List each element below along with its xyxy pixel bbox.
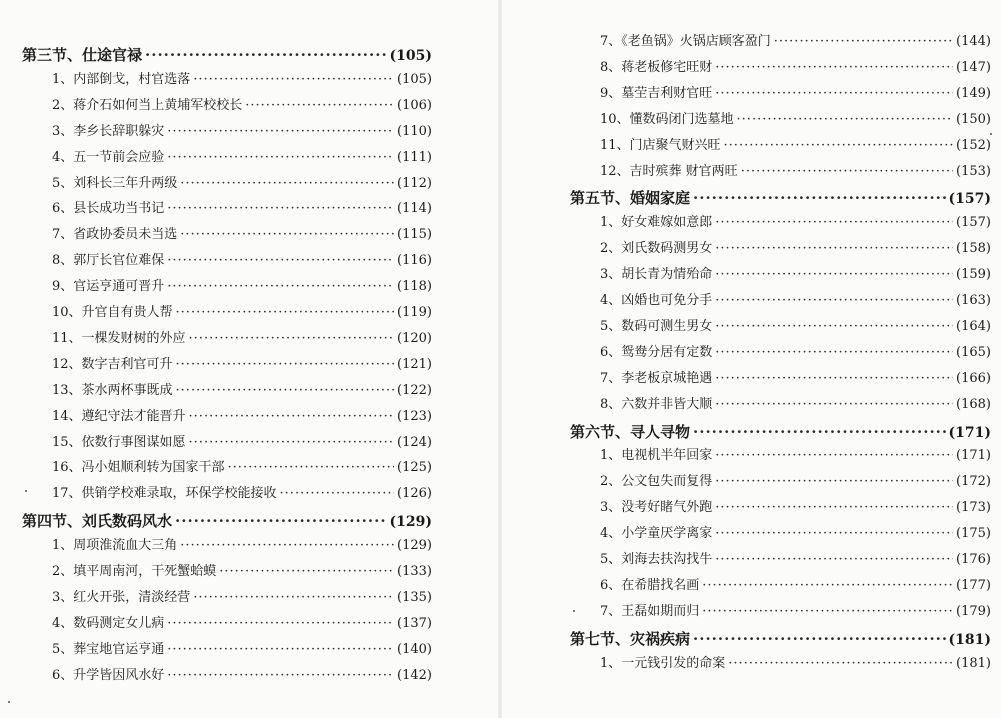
dot-leader <box>189 434 394 452</box>
entry-title: 1、好女难嫁如意郎 <box>600 215 713 231</box>
toc-entry <box>600 85 991 103</box>
toc-entry <box>52 434 432 452</box>
dot-leader <box>715 240 953 258</box>
dot-leader <box>228 459 394 477</box>
dot-leader <box>219 563 394 581</box>
toc-entry <box>600 292 991 310</box>
page-number: (181) <box>956 655 991 671</box>
page-number: (111) <box>397 149 432 165</box>
dot-leader <box>702 577 953 595</box>
toc-entry <box>52 226 432 244</box>
left-page <box>0 0 500 718</box>
toc-entry <box>600 266 991 284</box>
dot-leader <box>715 499 953 517</box>
entry-title: 5、刘海去扶沟找牛 <box>600 552 713 567</box>
section-heading <box>570 422 991 443</box>
page-number: (106) <box>397 97 432 113</box>
entry-title: 8、蒋老板修宅旺财 <box>600 59 713 75</box>
dot-leader <box>737 111 953 129</box>
page-number: (114) <box>397 201 432 217</box>
dot-leader <box>715 85 953 103</box>
page-number: (129) <box>389 514 432 531</box>
dot-leader <box>176 304 394 322</box>
toc-entry <box>52 537 432 555</box>
entry-title: 11、一棵发财树的外应 <box>52 330 186 346</box>
section-title: 第六节、寻人寻物 <box>570 422 691 441</box>
entry-title: 7、《老鱼锅》火锅店顾客盈门 <box>600 34 771 49</box>
page-number: (120) <box>397 330 432 346</box>
page-number: (181) <box>948 631 991 648</box>
toc-entry <box>52 200 432 218</box>
entry-title: 9、官运亨通可晋升 <box>52 279 165 295</box>
section-title: 第三节、仕途官禄 <box>22 46 143 64</box>
page-number: (126) <box>397 486 432 502</box>
page-number: (157) <box>956 215 991 231</box>
dot-leader <box>167 252 394 270</box>
scan-speck <box>25 490 27 492</box>
page-number: (177) <box>956 577 991 593</box>
page-number: (179) <box>956 603 991 619</box>
dot-leader <box>715 551 953 569</box>
entry-title: 1、一元钱引发的命案 <box>600 655 726 671</box>
page-number: (118) <box>397 279 432 295</box>
entry-title: 4、小学童厌学离家 <box>600 526 713 542</box>
toc-entry <box>600 499 991 517</box>
entry-title: 4、数码测定女儿病 <box>52 615 165 631</box>
entry-title: 12、吉时殡葬 财官两旺 <box>600 163 738 179</box>
dot-leader <box>715 318 953 336</box>
page-number: (147) <box>956 59 991 75</box>
scan-speck <box>990 133 992 135</box>
page-number: (164) <box>956 318 991 334</box>
page-number: (125) <box>397 460 432 476</box>
toc-entry <box>600 33 991 51</box>
dot-leader <box>280 485 394 503</box>
page-number: (157) <box>948 191 991 208</box>
toc-entry <box>52 252 432 270</box>
entry-title: 13、茶水两杯事既成 <box>52 382 173 398</box>
page-number: (176) <box>956 552 991 567</box>
entry-title: 3、胡长青为情殆命 <box>600 267 713 283</box>
toc-entry <box>600 111 991 129</box>
entry-title: 7、省政协委员未当选 <box>52 227 178 243</box>
entry-title: 6、鸳鸯分居有定数 <box>600 344 713 360</box>
page-number: (142) <box>397 667 432 683</box>
toc-entry <box>600 344 991 362</box>
page-number: (166) <box>956 370 991 386</box>
entry-title: 1、内部倒戈，村官选落 <box>52 71 191 87</box>
entry-title: 7、李老板京城艳遇 <box>600 370 713 386</box>
dot-leader <box>167 615 394 633</box>
section-heading <box>570 629 991 650</box>
entry-title: 4、凶婚也可免分手 <box>600 293 713 308</box>
toc-entry <box>52 667 432 685</box>
page-number: (115) <box>397 227 432 243</box>
page-number: (153) <box>956 163 991 179</box>
entry-title: 4、五一节前会应验 <box>52 149 165 165</box>
page-number: (122) <box>397 382 432 398</box>
page-number: (105) <box>389 48 432 64</box>
dot-leader <box>167 123 394 141</box>
toc-entry <box>600 551 991 569</box>
page-number: (123) <box>397 408 432 424</box>
page-number: (171) <box>956 448 991 464</box>
toc-entry <box>600 214 991 232</box>
page-number: (121) <box>397 356 432 372</box>
dot-leader <box>180 226 394 244</box>
page-number: (152) <box>956 137 991 153</box>
entry-title: 15、依数行事图谋如愿 <box>52 434 186 450</box>
dot-leader <box>167 641 394 659</box>
toc-entry <box>52 589 432 607</box>
dot-leader <box>189 408 394 426</box>
entry-title: 3、没考好睹气外跑 <box>600 500 713 516</box>
page-number: (168) <box>956 396 991 412</box>
page-number: (173) <box>956 500 991 516</box>
page-number: (112) <box>397 175 432 191</box>
page-number: (172) <box>956 474 991 490</box>
toc-entry <box>52 615 432 633</box>
entry-title: 7、王磊如期而归 <box>600 603 700 619</box>
entry-title: 10、升官自有贵人帮 <box>52 305 173 320</box>
entry-title: 5、数码可测生男女 <box>600 318 713 334</box>
toc-entry <box>52 71 432 89</box>
dot-leader <box>693 188 946 208</box>
page-number: (150) <box>956 111 991 127</box>
toc-entry <box>600 318 991 336</box>
entry-title: 2、填平周南河，干死蟹蛤蟆 <box>52 564 217 579</box>
toc-entry <box>600 577 991 595</box>
entry-title: 2、蒋介石如何当上黄埔军校校长 <box>52 97 243 113</box>
section-title: 第四节、刘氏数码风水 <box>22 512 173 531</box>
entry-title: 6、升学皆因风水好 <box>52 667 165 683</box>
entry-title: 5、刘科长三年升两级 <box>52 175 178 191</box>
page-number: (105) <box>397 71 432 87</box>
toc-entry <box>52 278 432 296</box>
entry-title: 10、懂数码闭门选墓地 <box>600 111 734 127</box>
page-number: (110) <box>397 123 432 139</box>
toc-entry <box>600 163 991 181</box>
dot-leader <box>715 214 953 232</box>
toc-entry <box>52 175 432 193</box>
page-number: (133) <box>397 564 432 579</box>
right-page <box>500 0 1001 718</box>
page-number: (159) <box>956 267 991 283</box>
dot-leader <box>715 473 953 491</box>
dot-leader <box>702 603 953 621</box>
toc-entry <box>600 603 991 621</box>
dot-leader <box>715 370 953 388</box>
dot-leader <box>176 382 394 400</box>
dot-leader <box>715 59 953 77</box>
section-heading <box>570 188 991 209</box>
section-title: 第五节、婚姻家庭 <box>570 189 691 208</box>
dot-leader <box>715 344 953 362</box>
dot-leader <box>245 97 394 115</box>
entry-title: 17、供销学校难录取，环保学校能接收 <box>52 486 277 502</box>
dot-leader <box>193 589 394 607</box>
page-number: (116) <box>397 253 432 269</box>
page-number: (175) <box>956 526 991 542</box>
section-title: 第七节、灾祸疾病 <box>570 629 691 648</box>
entry-title: 1、电视机半年回家 <box>600 448 713 464</box>
dot-leader <box>180 175 394 193</box>
dot-leader <box>176 356 394 374</box>
entry-title: 12、数字吉利官可升 <box>52 356 173 372</box>
toc-entry <box>52 641 432 659</box>
toc-entry <box>52 123 432 141</box>
scan-speck <box>573 610 575 612</box>
entry-title: 6、县长成功当书记 <box>52 201 165 217</box>
toc-entry <box>52 459 432 477</box>
dot-leader <box>175 511 387 531</box>
dot-leader <box>189 330 394 348</box>
toc-entry <box>52 149 432 167</box>
dot-leader <box>167 149 394 167</box>
page-number: (171) <box>948 424 991 441</box>
dot-leader <box>193 71 394 89</box>
page-number: (129) <box>397 538 432 554</box>
toc-entry <box>52 304 432 322</box>
dot-leader <box>715 266 953 284</box>
page-number: (144) <box>956 34 991 49</box>
toc-entry <box>600 240 991 258</box>
page-number: (165) <box>956 344 991 360</box>
toc-entry <box>600 59 991 77</box>
entry-title: 2、刘氏数码测男女 <box>600 241 713 257</box>
dot-leader <box>167 200 394 218</box>
toc-entry <box>600 473 991 491</box>
toc-entry <box>52 330 432 348</box>
page-number: (135) <box>397 589 432 605</box>
entry-title: 9、墓茔吉利财官旺 <box>600 85 713 101</box>
entry-title: 8、郭厅长官位难保 <box>52 253 165 269</box>
toc-entry <box>600 137 991 155</box>
entry-title: 1、周项淮流血大三角 <box>52 538 178 554</box>
entry-title: 11、门店聚气财兴旺 <box>600 137 721 153</box>
page-number: (124) <box>397 434 432 450</box>
dot-leader <box>715 396 953 414</box>
page-number: (158) <box>956 241 991 257</box>
dot-leader <box>180 537 394 555</box>
dot-leader <box>145 45 387 65</box>
page-number: (137) <box>397 615 432 631</box>
toc-entry <box>52 408 432 426</box>
dot-leader <box>715 447 953 465</box>
dot-leader <box>715 292 953 310</box>
toc-entry <box>52 356 432 374</box>
dot-leader <box>167 667 394 685</box>
entry-title: 16、冯小姐顺利转为国家干部 <box>52 460 225 476</box>
entry-title: 14、遵纪守法才能晋升 <box>52 408 186 424</box>
page-number: (119) <box>397 305 432 320</box>
dot-leader <box>715 525 953 543</box>
entry-title: 2、公文包失而复得 <box>600 474 713 490</box>
dot-leader <box>741 163 953 181</box>
entry-title: 5、葬宝地官运亨通 <box>52 641 165 657</box>
entry-title: 3、李乡长辞职躲灾 <box>52 123 165 139</box>
toc-entry <box>52 382 432 400</box>
scan-speck <box>8 701 10 703</box>
entry-title: 8、六数并非皆大顺 <box>600 396 713 412</box>
toc-entry <box>52 485 432 503</box>
dot-leader <box>167 278 394 296</box>
page-number: (140) <box>397 641 432 657</box>
section-heading <box>22 45 432 66</box>
toc-entry <box>600 396 991 414</box>
dot-leader <box>774 33 953 51</box>
page-number: (163) <box>956 293 991 308</box>
dot-leader <box>728 655 953 673</box>
dot-leader <box>724 137 953 155</box>
toc-entry <box>52 97 432 115</box>
toc-entry <box>52 563 432 581</box>
toc-entry <box>600 447 991 465</box>
section-heading <box>22 511 432 532</box>
dot-leader <box>693 422 946 442</box>
toc-entry <box>600 655 991 673</box>
entry-title: 3、红火开张，清淡经营 <box>52 589 191 605</box>
entry-title: 6、在希腊找名画 <box>600 577 700 593</box>
page-number: (149) <box>956 85 991 101</box>
toc-entry <box>600 370 991 388</box>
dot-leader <box>693 629 946 649</box>
toc-entry <box>600 525 991 543</box>
